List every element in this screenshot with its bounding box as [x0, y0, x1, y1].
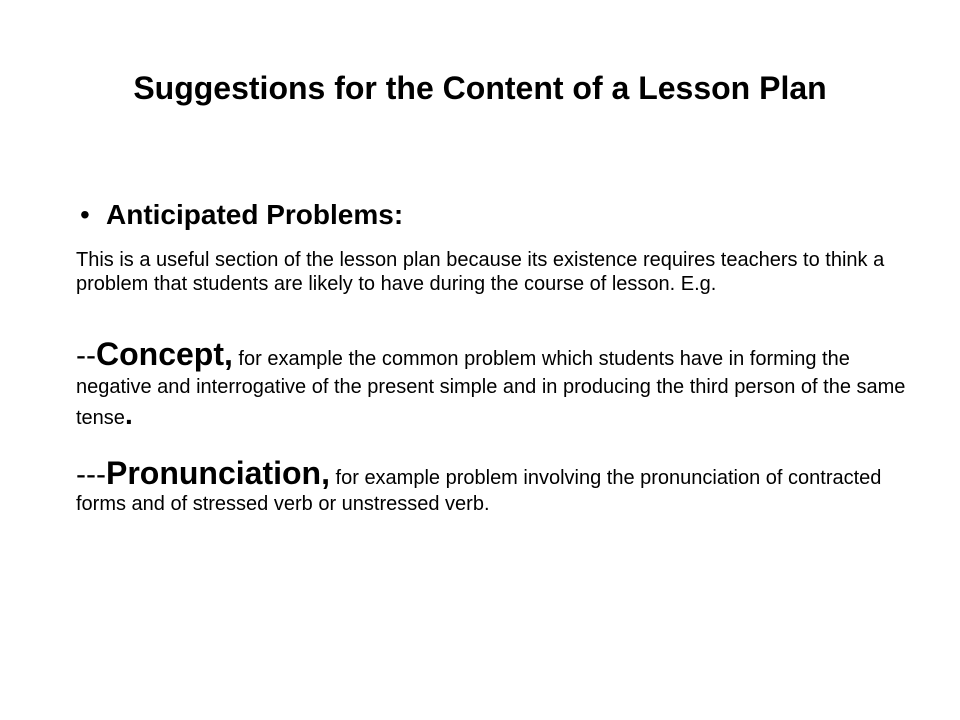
concept-dashes: -- [76, 339, 96, 372]
pronunciation-paragraph [76, 455, 906, 517]
pronunciation-text: for example problem involving the pronunciation of contracted forms and of stressed verb or unstressed verb. [76, 467, 882, 515]
concept-paragraph [76, 336, 906, 432]
bullet-marker: • [80, 199, 90, 230]
concept-text: for example the common problem which students have in forming the negative and interrogative of the present simple and in producing the third person of the same tense [76, 348, 906, 429]
pronunciation-comma: , [321, 455, 330, 491]
concept-term: Concept [95, 336, 224, 372]
pronunciation-dashes: --- [76, 458, 106, 491]
concept-period: . [124, 399, 133, 430]
bullet-anticipated-problems [80, 197, 403, 233]
pronunciation-term: Pronunciation [105, 455, 322, 491]
bullet-heading-text: Anticipated Problems: [106, 199, 404, 230]
intro-paragraph: This is a useful section of the lesson plan because its existence requires teachers to think a problem that students are likely to have during the course of lesson. E.g. [76, 249, 885, 295]
concept-comma: , [223, 336, 233, 372]
slide-title: Suggestions for the Content of a Lesson Plan [133, 70, 827, 106]
